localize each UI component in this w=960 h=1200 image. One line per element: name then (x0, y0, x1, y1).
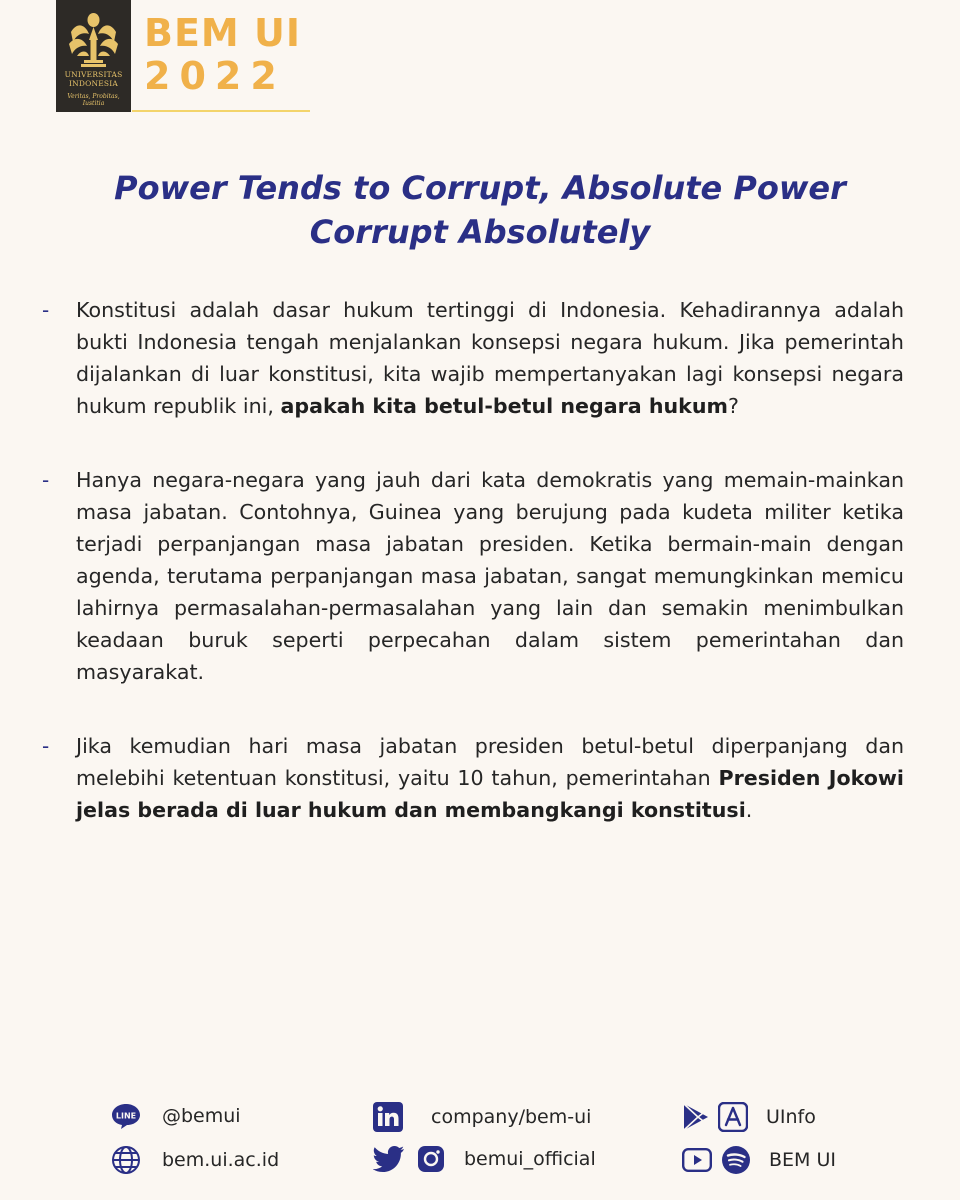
footer-apps[interactable] (682, 1102, 816, 1132)
logo-name-line1: UNIVERSITAS (64, 70, 123, 79)
spotify-icon (721, 1145, 751, 1175)
app-store-icon (718, 1102, 748, 1132)
page-title (60, 166, 900, 254)
list-item-text-regular: Konstitusi adalah dasar hukum tertinggi di Indonesia. Kehadirannya adalah bukti Indonesia tengah menjalankan konsepsi negara hukum. Jika pemerintah dijalankan di luar konstitusi, kita wajib mempertanyakan lagi konsepsi negara hukum republik ini, (76, 298, 904, 418)
footer-media[interactable] (682, 1145, 836, 1175)
globe-icon (111, 1145, 141, 1175)
footer-twitter-instagram[interactable] (373, 1145, 596, 1173)
brand-year: 2022 (144, 54, 286, 98)
youtube-icon (682, 1148, 712, 1172)
bullet-dash: - (42, 298, 50, 322)
twitter-instagram-handle: bemui_official (464, 1148, 596, 1170)
footer-website[interactable] (111, 1145, 279, 1175)
bullet-dash: - (42, 734, 50, 758)
footer-line[interactable] (111, 1102, 241, 1130)
list-item (40, 294, 904, 422)
line-icon-label: LINE (115, 1111, 137, 1121)
university-logo (56, 0, 131, 112)
list-item-text-bold: apakah kita betul-betul negara hukum (280, 394, 728, 418)
list-item-text-bold: Presiden Jokowi jelas berada di luar hukum dan membangkangi konstitusi (76, 766, 904, 822)
line-handle: @bemui (162, 1105, 241, 1127)
linkedin-icon (373, 1102, 403, 1132)
instagram-icon (417, 1145, 445, 1173)
list-item-text (76, 464, 904, 688)
media-name: BEM UI (769, 1149, 836, 1171)
website-link: bem.ui.ac.id (162, 1149, 280, 1171)
bullet-dash: - (42, 468, 50, 492)
page-title-line2: Corrupt Absolutely (309, 213, 651, 251)
brand-underline (132, 110, 310, 112)
page-title-line1: Power Tends to Corrupt, Absolute Power (114, 169, 846, 207)
line-icon (111, 1102, 141, 1130)
list-item-text-end: ? (727, 394, 739, 418)
logo-name-line2: INDONESIA (68, 79, 119, 88)
argument-list (40, 294, 904, 868)
list-item-text-regular: Jika kemudian hari masa jabatan presiden betul-betul diperpanjang dan melebihi ketentuan konstitusi, yaitu 10 tahun, pemerintahan (76, 734, 904, 790)
list-item-text-end: . (745, 798, 753, 822)
list-item-text (76, 730, 904, 826)
makara-emblem-icon (67, 10, 120, 68)
list-item (40, 730, 904, 826)
play-store-icon (682, 1102, 710, 1132)
twitter-icon (373, 1145, 405, 1173)
logo-motto: Veritas, Probitas, Iustitia (67, 93, 120, 107)
footer-linkedin[interactable] (373, 1102, 591, 1132)
list-item-text (76, 294, 904, 422)
apps-name: UInfo (766, 1106, 816, 1128)
brand-name: BEM UI (144, 11, 301, 55)
linkedin-handle: company/bem-ui (431, 1106, 592, 1128)
list-item-text-regular: Hanya negara-negara yang jauh dari kata demokratis yang memain-mainkan masa jabatan. Contohnya, Guinea yang berujung pada kudeta militer ketika terjadi perpanjangan masa jabatan presiden. Ketika bermain-main dengan agenda, terutama perpanjangan masa jabatan, sangat memungkinkan memicu lahirnya permasalahan-permasalahan yang lain dan semakin menimbulkan keadaan buruk seperti perpecahan dalam sistem pemerintahan dan masyarakat. (76, 468, 904, 684)
list-item (40, 464, 904, 688)
